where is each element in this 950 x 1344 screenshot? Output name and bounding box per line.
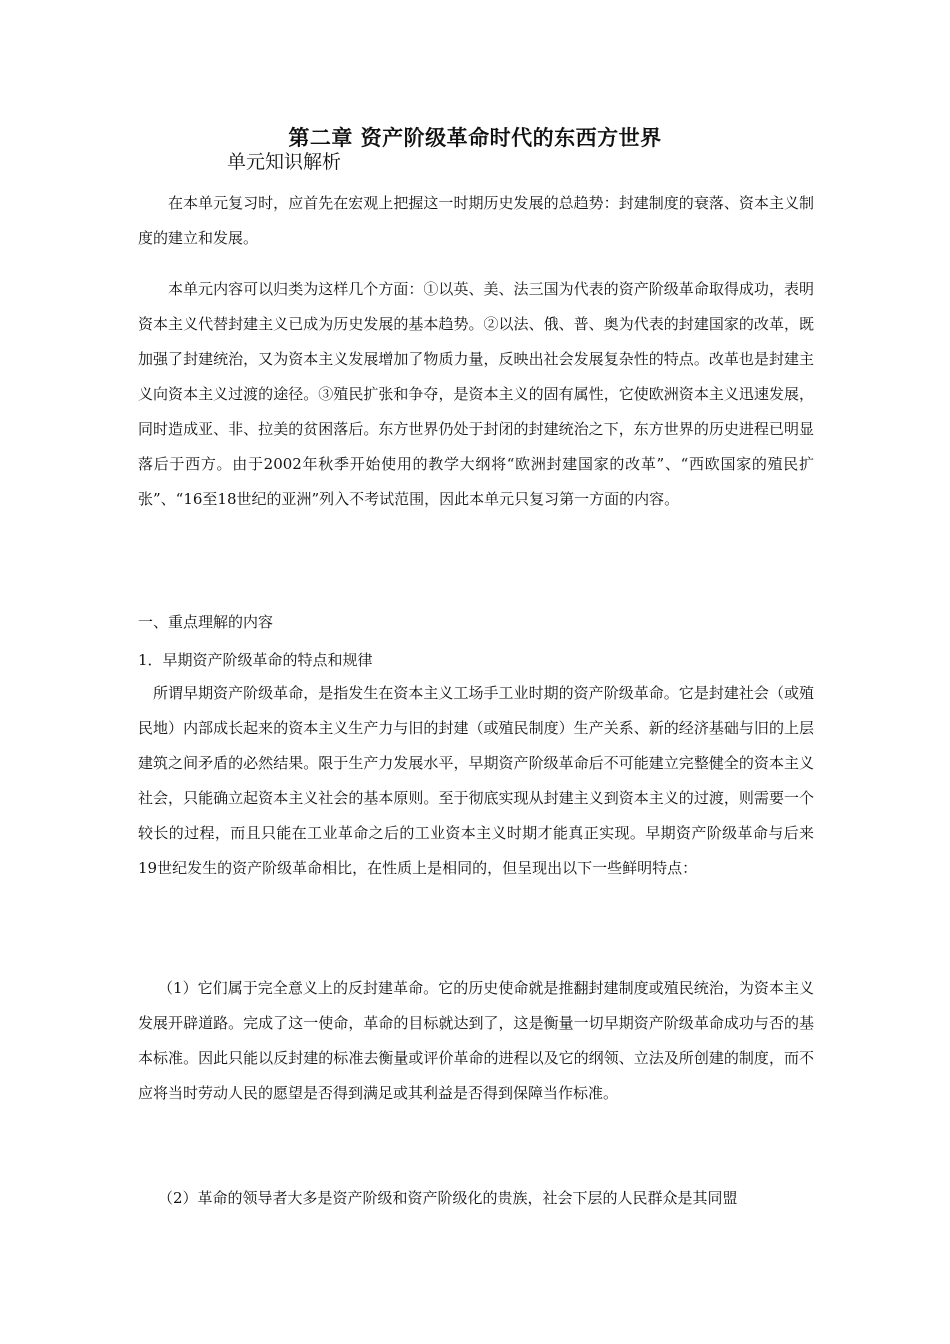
paragraph-early-revolution: 所谓早期资产阶级革命，是指发生在资本主义工场手工业时期的资产阶级革命。它是封建社会（或殖民地）内部成长起来的资本主义生产力与旧的封建（或殖民制度）生产关系、新的经济基础与旧的上层建筑之间矛盾的必然结果。限于生产力发展水平，早期资产阶级革命后不可能建立完整健全的资本主义社会，只能确立起资本主义社会的基本原则。至于彻底实现从封建主义到资本主义的过渡，则需要一个较长的过程，而且只能在工业革命之后的工业资本主义时期才能真正实现。早期资产阶级革命与后来19世纪发生的资产阶级革命相比，在性质上是相同的，但呈现出以下一些鲜明特点： (138, 684, 814, 877)
paragraph-unit-content: 本单元内容可以归类为这样几个方面：①以英、美、法三国为代表的资产阶级革命取得成功，表明资本主义代替封建主义已成为历史发展的基本趋势。②以法、俄、普、奥为代表的封建国家的改革，既加强了封建统治，又为资本主义发展增加了物质力量，反映出社会发展复杂性的特点。改革也是封建主义向资本主义过渡的途径。③殖民扩张和争夺，是资本主义的固有属性，它使欧洲资本主义迅速发展，同时造成亚、非、拉美的贫困落后。东方世界仍处于封闭的封建统治之下，东方世界的历史进程已明显落后于西方。由于2002年秋季开始使用的教学大纲将“欧洲封建国家的改革”、“西欧国家的殖民扩张”、“16至18世纪的亚洲”列入不考试范围，因此本单元只复习第一方面的内容。 (138, 280, 814, 508)
paragraph-point-1: （1）它们属于完全意义上的反封建革命。它的历史使命就是推翻封建制度或殖民统治，为资本主义发展开辟道路。完成了这一使命，革命的目标就达到了，这是衡量一切早期资产阶级革命成功与否的基本标准。因此只能以反封建的标准去衡量或评价革命的进程以及它的纲领、立法及所创建的制度，而不应将当时劳动人民的愿望是否得到满足或其利益是否得到保障当作标准。 (138, 979, 814, 1102)
chapter-title: 第二章 资产阶级革命时代的东西方世界 (288, 125, 662, 150)
heading-early-revolution: 1．早期资产阶级革命的特点和规律 (138, 651, 373, 669)
heading-key-content: 一、重点理解的内容 (138, 613, 274, 631)
paragraph-point-2: （2）革命的领导者大多是资产阶级和资产阶级化的贵族，社会下层的人民群众是其同盟 (158, 1189, 738, 1207)
paragraph-overview: 在本单元复习时，应首先在宏观上把握这一时期历史发展的总趋势：封建制度的衰落、资本主义制度的建立和发展。 (138, 194, 814, 247)
section-subtitle: 单元知识解析 (227, 151, 342, 173)
